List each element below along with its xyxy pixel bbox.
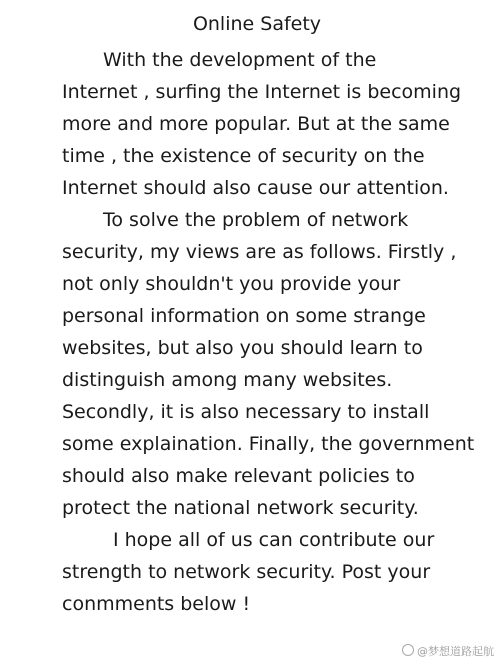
text-line: distinguish among many websites. — [62, 369, 393, 391]
text-line: time , the existence of security on the — [62, 145, 425, 167]
text-line: protect the national network security. — [62, 497, 419, 519]
text-line: I hope all of us can contribute our — [113, 529, 435, 551]
text-line: With the development of the — [103, 49, 377, 71]
text-line: not only shouldn't you provide your — [62, 273, 401, 295]
text-line: Internet should also cause our attention. — [62, 177, 449, 199]
text-line: conmments below ! — [62, 593, 251, 615]
text-line: websites, but also you should learn to — [62, 337, 423, 359]
text-line: Secondly, it is also necessary to install — [62, 401, 430, 423]
watermark-logo-icon — [402, 644, 414, 656]
text-line: Internet , surfing the Internet is becoming — [62, 81, 462, 103]
text-line: personal information on some strange — [62, 305, 426, 327]
watermark-text: @梦想道路起航 — [417, 645, 494, 658]
essay-body — [62, 44, 474, 620]
text-line: To solve the problem of network — [103, 209, 409, 231]
text-line: some explaination. Finally, the government — [62, 433, 475, 455]
watermark — [402, 643, 494, 659]
text-line: more and more popular. But at the same — [62, 113, 450, 135]
document-title: Online Safety — [192, 13, 322, 35]
text-line: strength to network security. Post your — [62, 561, 431, 583]
text-line: should also make relevant policies to — [62, 465, 415, 487]
text-line: security, my views are as follows. Firstly , — [62, 241, 457, 263]
